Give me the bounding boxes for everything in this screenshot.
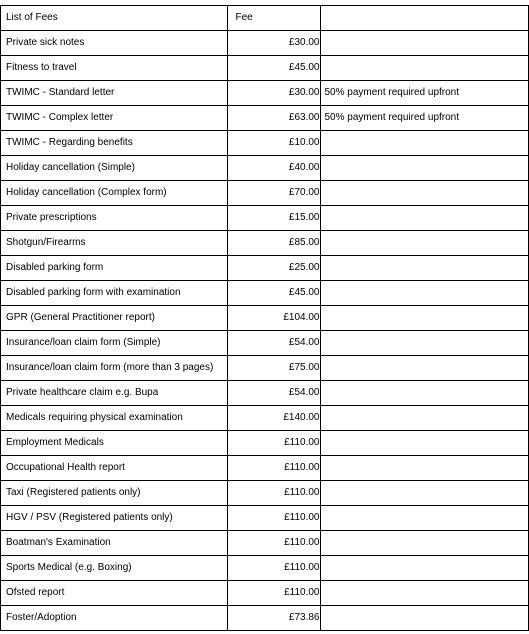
fee-note-cell: 50% payment required upfront (321, 81, 529, 106)
fee-amount-cell: £110.00 (228, 556, 321, 581)
fee-item-cell: Medicals requiring physical examination (1, 406, 228, 431)
fee-item-cell: Taxi (Registered patients only) (1, 481, 228, 506)
fee-amount-cell: £10.00 (228, 131, 321, 156)
table-row (1, 506, 529, 531)
table-row (1, 231, 529, 256)
fee-amount-cell: £140.00 (228, 406, 321, 431)
fee-note-cell (321, 581, 529, 606)
header-fee-cell: Fee (228, 6, 321, 31)
table-row (1, 256, 529, 281)
fee-note-cell (321, 481, 529, 506)
fee-amount-cell: £54.00 (228, 381, 321, 406)
fee-amount-cell: £45.00 (228, 56, 321, 81)
fee-amount-cell: £45.00 (228, 281, 321, 306)
fee-item-cell: Foster/Adoption (1, 606, 228, 631)
fee-item-cell: GPR (General Practitioner report) (1, 306, 228, 331)
fee-note-cell (321, 306, 529, 331)
fee-note-cell (321, 431, 529, 456)
fee-note-cell (321, 406, 529, 431)
fee-note-cell (321, 556, 529, 581)
table-row (1, 356, 529, 381)
table-row (1, 81, 529, 106)
table-row (1, 181, 529, 206)
fee-item-cell: Disabled parking form (1, 256, 228, 281)
fee-item-cell: Holiday cancellation (Complex form) (1, 181, 228, 206)
fee-item-cell: Private healthcare claim e.g. Bupa (1, 381, 228, 406)
fee-note-cell (321, 456, 529, 481)
fee-amount-cell: £110.00 (228, 456, 321, 481)
fee-amount-cell: £110.00 (228, 581, 321, 606)
fee-amount-cell: £110.00 (228, 531, 321, 556)
fee-note-cell (321, 56, 529, 81)
fee-note-cell (321, 256, 529, 281)
table-row (1, 606, 529, 631)
header-item-cell: List of Fees (1, 6, 228, 31)
fee-item-cell: Insurance/loan claim form (Simple) (1, 331, 228, 356)
fee-amount-cell: £30.00 (228, 81, 321, 106)
fee-item-cell: Insurance/loan claim form (more than 3 pages) (1, 356, 228, 381)
table-row (1, 106, 529, 131)
fee-amount-cell: £15.00 (228, 206, 321, 231)
fee-item-cell: Occupational Health report (1, 456, 228, 481)
fee-note-cell (321, 131, 529, 156)
fee-amount-cell: £70.00 (228, 181, 321, 206)
fee-note-cell (321, 206, 529, 231)
table-row (1, 206, 529, 231)
table-row (1, 31, 529, 56)
fee-amount-cell: £40.00 (228, 156, 321, 181)
fee-note-cell: 50% payment required upfront (321, 106, 529, 131)
fee-item-cell: Ofsted report (1, 581, 228, 606)
table-row (1, 431, 529, 456)
fee-note-cell (321, 331, 529, 356)
fee-amount-cell: £110.00 (228, 506, 321, 531)
fee-amount-cell: £63.00 (228, 106, 321, 131)
table-row (1, 406, 529, 431)
fees-table (0, 5, 529, 631)
fee-note-cell (321, 606, 529, 631)
fee-amount-cell: £75.00 (228, 356, 321, 381)
table-header-row (1, 6, 529, 31)
fee-item-cell: Boatman's Examination (1, 531, 228, 556)
fee-item-cell: Shotgun/Firearms (1, 231, 228, 256)
fee-note-cell (321, 156, 529, 181)
fee-note-cell (321, 356, 529, 381)
fee-amount-cell: £85.00 (228, 231, 321, 256)
fee-amount-cell: £110.00 (228, 431, 321, 456)
table-row (1, 581, 529, 606)
table-row (1, 481, 529, 506)
fee-note-cell (321, 531, 529, 556)
fee-item-cell: Sports Medical (e.g. Boxing) (1, 556, 228, 581)
table-row (1, 381, 529, 406)
table-row (1, 131, 529, 156)
header-note-cell (321, 6, 529, 31)
fee-item-cell: Disabled parking form with examination (1, 281, 228, 306)
fee-note-cell (321, 31, 529, 56)
fee-amount-cell: £54.00 (228, 331, 321, 356)
fee-amount-cell: £73.86 (228, 606, 321, 631)
fee-item-cell: HGV / PSV (Registered patients only) (1, 506, 228, 531)
fee-note-cell (321, 506, 529, 531)
fee-note-cell (321, 181, 529, 206)
fee-amount-cell: £110.00 (228, 481, 321, 506)
fee-note-cell (321, 281, 529, 306)
fee-note-cell (321, 381, 529, 406)
table-row (1, 331, 529, 356)
table-row (1, 306, 529, 331)
fee-item-cell: Private prescriptions (1, 206, 228, 231)
table-row (1, 281, 529, 306)
fee-amount-cell: £104.00 (228, 306, 321, 331)
fee-amount-cell: £25.00 (228, 256, 321, 281)
table-row (1, 456, 529, 481)
fee-item-cell: Private sick notes (1, 31, 228, 56)
fee-amount-cell: £30.00 (228, 31, 321, 56)
fees-table-body (1, 6, 529, 631)
table-row (1, 56, 529, 81)
fee-item-cell: TWIMC - Standard letter (1, 81, 228, 106)
fee-item-cell: Employment Medicals (1, 431, 228, 456)
table-row (1, 556, 529, 581)
fee-item-cell: TWIMC - Complex letter (1, 106, 228, 131)
fee-item-cell: Fitness to travel (1, 56, 228, 81)
fee-item-cell: Holiday cancellation (Simple) (1, 156, 228, 181)
fee-note-cell (321, 231, 529, 256)
fee-item-cell: TWIMC - Regarding benefits (1, 131, 228, 156)
table-row (1, 156, 529, 181)
table-row (1, 531, 529, 556)
